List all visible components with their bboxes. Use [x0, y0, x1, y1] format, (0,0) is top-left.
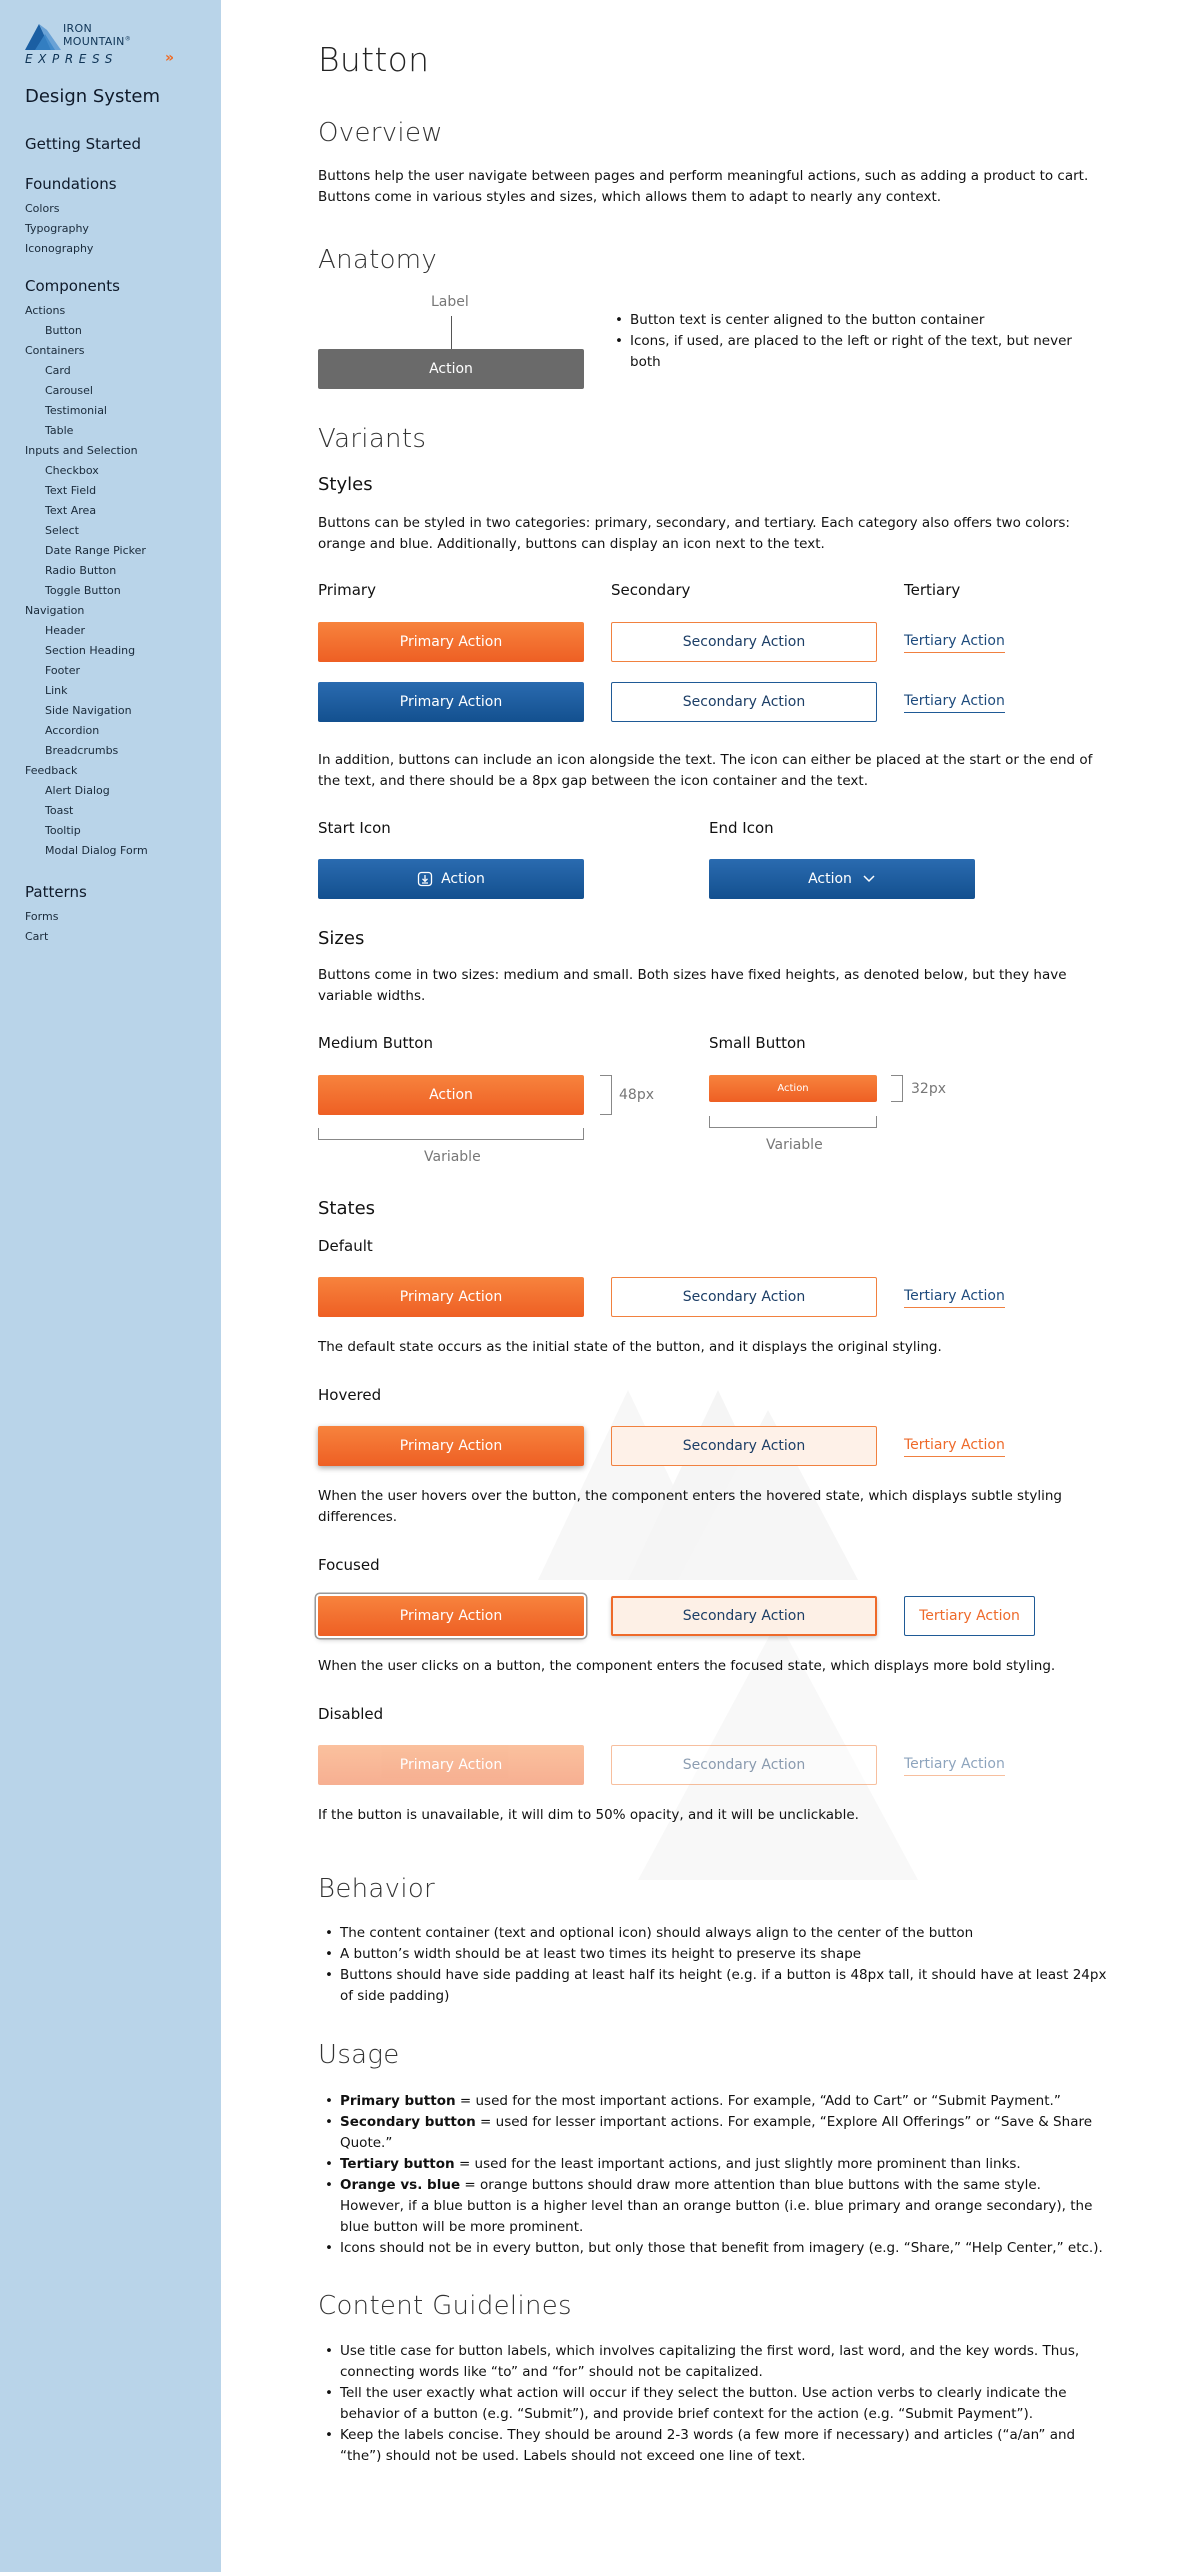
sidebar-subitem[interactable]: Select: [45, 524, 79, 537]
secondary-orange-button[interactable]: Secondary Action: [611, 622, 877, 662]
usage-item: [318, 2175, 1108, 2238]
sidebar-subitem[interactable]: Accordion: [45, 724, 100, 737]
usage-item: [318, 2154, 1108, 2175]
sidebar-subitem[interactable]: Testimonial: [45, 404, 107, 417]
default-primary-button[interactable]: Primary Action: [318, 1277, 584, 1317]
col-primary-label: Primary: [318, 581, 376, 599]
hovered-primary-button[interactable]: Primary Action: [318, 1426, 584, 1466]
small-width-label: Variable: [766, 1137, 823, 1153]
sidebar-title[interactable]: Design System: [25, 86, 160, 107]
sidebar-group[interactable]: Inputs and Selection: [25, 444, 138, 457]
anatomy-bullets: [608, 310, 1098, 373]
variants-heading: Variants: [318, 424, 427, 454]
hovered-state-text: When the user hovers over the button, the component enters the hovered state, which displays subtle styling differences.: [318, 1488, 1063, 1525]
primary-orange-button[interactable]: Primary Action: [318, 622, 584, 662]
sidebar-subitem[interactable]: Breadcrumbs: [45, 744, 119, 757]
end-icon-label: End Icon: [709, 819, 774, 837]
styles-heading: Styles: [318, 474, 373, 495]
sidebar: [0, 0, 221, 2572]
usage-item-text: = used for the most important actions. For example, “Add to Cart” or “Submit Payment.”: [455, 2093, 1061, 2109]
guidelines-bullets: [318, 2341, 1108, 2467]
list-item: • A button’s width should be at least two times its height to preserve its shape: [318, 1944, 1108, 1965]
end-icon-button[interactable]: [709, 859, 975, 899]
small-height-bracket: [891, 1075, 903, 1102]
sidebar-group[interactable]: Containers: [25, 344, 85, 357]
disabled-state-text: If the button is unavailable, it will dim to 50% opacity, and it will be unclickable.: [318, 1807, 859, 1823]
usage-item-term: Secondary button: [340, 2114, 476, 2130]
sidebar-subitem[interactable]: Carousel: [45, 384, 93, 397]
content-guidelines-heading: Content Guidelines: [318, 2291, 572, 2321]
styles-text: Buttons can be styled in two categories: primary, secondary, and tertiary. Each category also offers two colors: orange and blue. Additionally, buttons can display an icon next to the text.: [318, 515, 1070, 552]
start-icon-button-label: Action: [441, 871, 485, 887]
default-tertiary-button[interactable]: Tertiary Action: [904, 1288, 1005, 1308]
usage-item: [318, 2112, 1108, 2154]
sidebar-subitem[interactable]: Button: [45, 324, 82, 337]
sidebar-subitem[interactable]: Text Field: [45, 484, 97, 497]
sidebar-subitem[interactable]: Card: [45, 364, 71, 377]
default-state-heading: Default: [318, 1237, 373, 1255]
medium-height-label: 48px: [619, 1087, 654, 1103]
end-icon-button-label: Action: [808, 871, 852, 887]
components-list: [25, 301, 221, 861]
sidebar-subitem[interactable]: Checkbox: [45, 464, 99, 477]
sidebar-subitem[interactable]: Table: [45, 424, 74, 437]
anatomy-pointer-line: [451, 316, 452, 353]
focused-primary-button[interactable]: Primary Action: [318, 1596, 584, 1636]
col-tertiary-label: Tertiary: [904, 581, 961, 599]
medium-button-label: Medium Button: [318, 1034, 433, 1052]
sizes-text: Buttons come in two sizes: medium and small. Both sizes have fixed heights, as denoted below, but they have variable widths.: [318, 967, 1067, 1004]
focused-secondary-button[interactable]: Secondary Action: [611, 1596, 877, 1636]
foundations-list: [25, 199, 221, 259]
small-button-label: Small Button: [709, 1034, 806, 1052]
list-item: • Buttons should have side padding at least half its height (e.g. if a button is 48px tall, it should have at least 24px of side padding): [318, 1965, 1108, 2007]
chevron-down-icon: [862, 874, 876, 884]
sidebar-subitem[interactable]: Modal Dialog Form: [45, 844, 148, 857]
anatomy-heading: Anatomy: [318, 245, 438, 275]
small-height-label: 32px: [911, 1081, 946, 1097]
anatomy-label-caption: Label: [431, 294, 469, 310]
medium-height-bracket: [600, 1075, 612, 1115]
sizes-heading: Sizes: [318, 928, 365, 949]
mountain-logo-icon: [25, 20, 61, 52]
sidebar-subitem[interactable]: Section Heading: [45, 644, 136, 657]
list-item: • The content container (text and optional icon) should always align to the center of the button: [318, 1923, 1108, 1944]
tertiary-orange-button[interactable]: Tertiary Action: [904, 633, 1005, 653]
medium-width-label: Variable: [424, 1149, 481, 1165]
sidebar-item[interactable]: Iconography: [25, 242, 94, 255]
behavior-bullets: [318, 1923, 1108, 2007]
hovered-state-heading: Hovered: [318, 1386, 382, 1404]
sidebar-subitem[interactable]: Alert Dialog: [45, 784, 110, 797]
page-title: Button: [318, 40, 430, 79]
disabled-state-heading: Disabled: [318, 1705, 384, 1723]
patterns-list: [25, 907, 221, 947]
secondary-blue-button[interactable]: Secondary Action: [611, 682, 877, 722]
usage-item: [318, 2091, 1108, 2112]
sidebar-subitem[interactable]: Toggle Button: [45, 584, 121, 597]
sidebar-item[interactable]: Colors: [25, 202, 60, 215]
list-item: • Tell the user exactly what action will occur if they select the button. Use action verbs to clearly indicate the behavior of a button (e.g. “Submit”), and provide brief context for the action (e.g. “Submit Payment”).: [318, 2383, 1108, 2425]
col-secondary-label: Secondary: [611, 581, 691, 599]
icon-text: In addition, buttons can include an icon alongside the text. The icon can either be placed at the start or the end of the text, and there should be a 8px gap between the icon container and the text.: [318, 752, 1093, 789]
sidebar-components-heading[interactable]: Components: [25, 277, 120, 295]
default-state-text: The default state occurs as the initial state of the button, and it displays the original styling.: [318, 1339, 942, 1355]
usage-item-text: Icons should not be in every button, but only those that benefit from imagery (e.g. “Share,” “Help Center,” etc.).: [340, 2240, 1103, 2256]
primary-blue-button[interactable]: Primary Action: [318, 682, 584, 722]
logo-line-3: EXPRESS: [25, 52, 118, 66]
focused-tertiary-button[interactable]: Tertiary Action: [904, 1596, 1035, 1636]
usage-item-term: Orange vs. blue: [340, 2177, 461, 2193]
usage-item-term: Tertiary button: [340, 2156, 455, 2172]
list-item: • Button text is center aligned to the button container: [608, 310, 1098, 331]
sidebar-subitem[interactable]: Radio Button: [45, 564, 117, 577]
sidebar-group[interactable]: Actions: [25, 304, 66, 317]
sidebar-group[interactable]: Navigation: [25, 604, 85, 617]
usage-item-term: Primary button: [340, 2093, 456, 2109]
hovered-secondary-button[interactable]: Secondary Action: [611, 1426, 877, 1466]
disabled-secondary-button: Secondary Action: [611, 1745, 877, 1785]
hovered-tertiary-button[interactable]: Tertiary Action: [904, 1437, 1005, 1457]
focused-state-text: When the user clicks on a button, the component enters the focused state, which displays more bold styling.: [318, 1658, 1056, 1674]
sidebar-subitem[interactable]: Toast: [45, 804, 74, 817]
overview-text: Buttons help the user navigate between pages and perform meaningful actions, such as adding a product to cart. Buttons come in various styles and sizes, which allows them to adapt to nearly any context.: [318, 168, 1089, 205]
sidebar-group[interactable]: Feedback: [25, 764, 78, 777]
states-heading: States: [318, 1198, 376, 1219]
iron-mountain-logo[interactable]: [25, 20, 185, 72]
overview-heading: Overview: [318, 118, 443, 148]
disabled-tertiary-button: Tertiary Action: [904, 1756, 1005, 1776]
sidebar-subitem[interactable]: Text Area: [45, 504, 97, 517]
usage-item-text: = orange buttons should draw more attention than blue buttons with the same style. However, if a blue button is a higher level than an orange button (i.e. blue primary and orange secondary), the blue button will be more prominent.: [340, 2177, 1093, 2235]
medium-width-bracket: [318, 1128, 584, 1140]
sidebar-patterns-heading[interactable]: Patterns: [25, 883, 87, 901]
sidebar-foundations-heading[interactable]: Foundations: [25, 175, 117, 193]
sidebar-subitem[interactable]: Side Navigation: [45, 704, 132, 717]
start-icon-label: Start Icon: [318, 819, 391, 837]
anatomy-button[interactable]: Action: [318, 349, 584, 389]
usage-list: [318, 2091, 1108, 2259]
logo-line-1: IRON: [63, 22, 92, 35]
small-size-button[interactable]: Action: [709, 1075, 877, 1102]
medium-size-button[interactable]: Action: [318, 1075, 584, 1115]
sidebar-getting-started[interactable]: Getting Started: [25, 135, 141, 153]
sidebar-subitem[interactable]: Header: [45, 624, 86, 637]
usage-item: [318, 2238, 1108, 2259]
sidebar-subitem[interactable]: Tooltip: [45, 824, 81, 837]
usage-item-text: = used for the least important actions, and just slightly more prominent than links.: [454, 2156, 1021, 2172]
behavior-heading: Behavior: [318, 1874, 436, 1904]
start-icon-button[interactable]: [318, 859, 584, 899]
list-item: • Icons, if used, are placed to the left or right of the text, but never both: [608, 331, 1098, 373]
small-width-bracket: [709, 1116, 877, 1128]
sidebar-item[interactable]: Forms: [25, 910, 59, 923]
tertiary-blue-button[interactable]: Tertiary Action: [904, 693, 1005, 713]
sidebar-subitem[interactable]: Footer: [45, 664, 80, 677]
chevrons-icon: »: [165, 50, 173, 66]
focused-state-heading: Focused: [318, 1556, 380, 1574]
sidebar-item[interactable]: Typography: [25, 222, 89, 235]
disabled-primary-button: Primary Action: [318, 1745, 584, 1785]
usage-heading: Usage: [318, 2040, 400, 2070]
list-item: • Use title case for button labels, which involves capitalizing the first word, last word, and the key words. Thus, connecting words like “to” and “for” should not be capitalized.: [318, 2341, 1108, 2383]
sidebar-item[interactable]: Cart: [25, 930, 49, 943]
sidebar-subitem[interactable]: Link: [45, 684, 68, 697]
usage-item-text: = used for lesser important actions. For example, “Explore All Offerings” or “Save & Share Quote.”: [340, 2114, 1093, 2151]
list-item: • Keep the labels concise. They should be around 2-3 words (a few more if necessary) and articles (“a/an” and “the”) should not be used. Labels should not exceed one line of text.: [318, 2425, 1108, 2467]
logo-line-2: MOUNTAIN®: [63, 35, 132, 48]
sidebar-subitem[interactable]: Date Range Picker: [45, 544, 146, 557]
default-secondary-button[interactable]: Secondary Action: [611, 1277, 877, 1317]
download-icon: [417, 871, 433, 887]
